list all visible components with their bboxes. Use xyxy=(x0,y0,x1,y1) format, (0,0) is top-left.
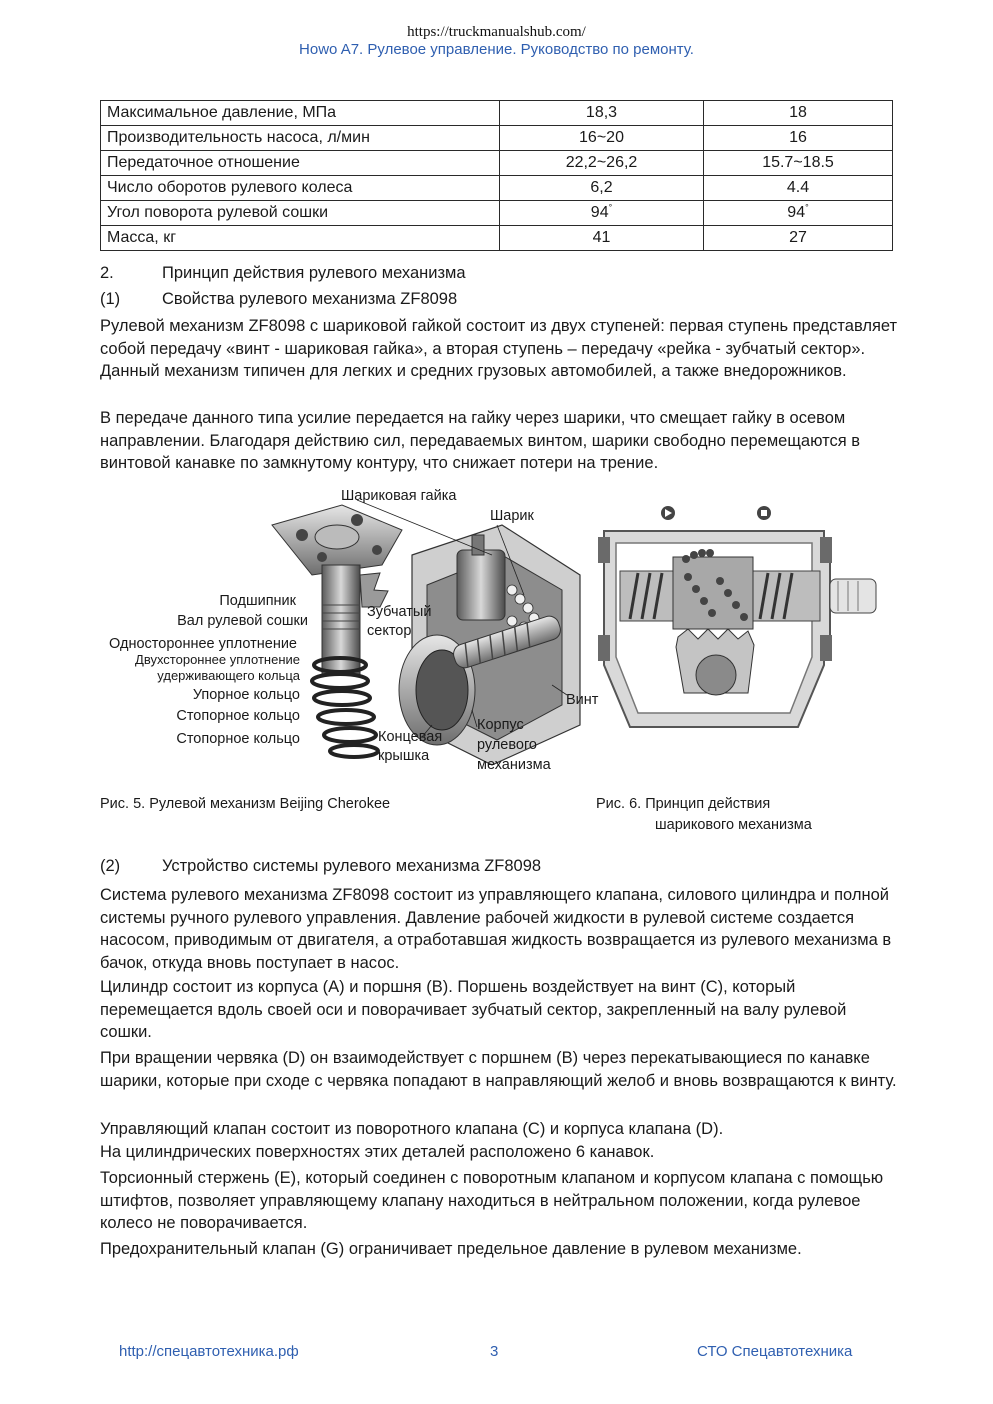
heading-title: Принцип действия рулевого механизма xyxy=(162,264,466,282)
table-cell-param: Число оборотов рулевого колеса xyxy=(101,176,500,201)
heading-title: Свойства рулевого механизма ZF8098 xyxy=(162,290,458,308)
paragraph-line: Управляющий клапан состоит из поворотного клапана (C) и корпуса клапана (D). xyxy=(100,1120,724,1138)
table-cell-param: Передаточное отношение xyxy=(101,151,500,176)
paragraph: Цилиндр состоит из корпуса (A) и поршня (B). Поршень воздействует на винт (C), который перемещается вдоль своей оси и поворачивает зубчатый сектор, закрепленный на валу рулевой сошки. xyxy=(100,978,847,1041)
table-cell-value: 18 xyxy=(704,101,893,126)
label-double-seal: Двухстороннее уплотнение xyxy=(135,652,300,667)
table-cell-value: 27 xyxy=(704,226,893,251)
paragraph: Торсионный стержень (E), который соединен с поворотным клапаном и корпусом клапана с помощью штифтов, позволяет управляющему клапану находиться в нейтральном положении, когда рулевое колесо не поворачивается. xyxy=(100,1169,884,1232)
table-cell-value: 18,3 xyxy=(500,101,704,126)
label-housing: Корпус xyxy=(477,717,524,733)
table-cell-value: 4.4 xyxy=(704,176,893,201)
document-title: Howo A7. Рулевое управление. Руководство по ремонту. xyxy=(299,41,694,58)
subsection-heading xyxy=(100,287,900,311)
figure-6-caption-cont: шарикового механизма xyxy=(655,817,812,833)
table-cell-param: Масса, кг xyxy=(101,226,500,251)
label-ball: Шарик xyxy=(490,508,534,524)
table-row xyxy=(101,201,893,226)
heading-number: (2) xyxy=(100,857,121,875)
label-end-cap: Концевая xyxy=(378,729,443,745)
label-double-seal-cont: удерживающего кольца xyxy=(157,668,300,683)
table-cell-value: 94° xyxy=(704,201,893,226)
paragraph: Система рулевого механизма ZF8098 состоит из управляющего клапана, силового цилиндра и полной системы ручного рулевого управления. Давление рабочей жидкости в рулевой системе создается насосом, приводимым от двигателя, а отработавшая жидкость возвращается из рулевого механизма в бачок, откуда вновь поступает в насос. xyxy=(100,886,892,972)
label-toothed-sector: Зубчатый xyxy=(367,604,432,620)
label-ball-nut: Шариковая гайка xyxy=(341,488,457,504)
label-single-seal: Одностороннее уплотнение xyxy=(109,636,297,652)
label-retaining-ring: Стопорное кольцо xyxy=(176,708,300,724)
table-row xyxy=(101,126,893,151)
label-toothed-sector-cont: сектор xyxy=(367,623,412,639)
label-housing-cont: рулевого xyxy=(477,737,537,753)
paragraph-line: На цилиндрических поверхностях этих деталей расположено 6 канавок. xyxy=(100,1142,655,1161)
table-row xyxy=(101,101,893,126)
table-cell-value: 16 xyxy=(704,126,893,151)
figure-6-caption: Рис. 6. Принцип действия xyxy=(596,796,771,812)
label-pitman-shaft: Вал рулевой сошки xyxy=(177,613,308,629)
paragraph xyxy=(100,1118,900,1163)
footer-company: СТО Спецавтотехника xyxy=(697,1343,853,1360)
table-cell-value: 6,2 xyxy=(500,176,704,201)
label-thrust-ring: Упорное кольцо xyxy=(192,687,300,703)
page-number: 3 xyxy=(490,1343,499,1360)
table-cell-param: Угол поворота рулевой сошки xyxy=(101,201,500,226)
label-retaining-ring: Стопорное кольцо xyxy=(176,731,300,747)
table-row xyxy=(101,176,893,201)
table-cell-param: Максимальное давление, МПа xyxy=(101,101,500,126)
table-cell-param: Производительность насоса, л/мин xyxy=(101,126,500,151)
paragraph: Рулевой механизм ZF8098 с шариковой гайкой состоит из двух ступеней: первая ступень представляет собой передачу «винт - шариковая гайка», а вторая ступень – передачу «рейка - зубчатый сектор». Данный механизм типичен для легких и средних грузовых автомобилей, а также внедорожников. xyxy=(100,317,898,380)
specs-table xyxy=(100,100,893,251)
footer-website-link[interactable]: http://спецавтотехника.рф xyxy=(119,1343,299,1360)
table-row xyxy=(101,226,893,251)
subsection-heading xyxy=(100,854,900,878)
heading-title: Устройство системы рулевого механизма ZF8098 xyxy=(162,857,542,875)
source-url[interactable]: https://truckmanualshub.com/ xyxy=(407,24,586,40)
heading-number: 2. xyxy=(100,264,114,282)
table-cell-value: 15.7~18.5 xyxy=(704,151,893,176)
figure-5-caption: Рис. 5. Рулевой механизм Beijing Cherokee xyxy=(100,796,391,812)
table-cell-value: 94° xyxy=(500,201,704,226)
paragraph: При вращении червяка (D) он взаимодействует с поршнем (B) через перекатывающиеся по канавке шарики, которые при сходе с червяка попадают в направляющий желоб и вновь возвращаются к винту. xyxy=(100,1049,897,1090)
paragraph: Предохранительный клапан (G) ограничивает предельное давление в рулевом механизме. xyxy=(100,1240,802,1258)
label-end-cap-cont: крышка xyxy=(378,748,430,764)
label-housing-cont: механизма xyxy=(477,757,551,773)
label-bearing: Подшипник xyxy=(219,593,296,609)
table-cell-value: 16~20 xyxy=(500,126,704,151)
table-row xyxy=(101,151,893,176)
table-cell-value: 41 xyxy=(500,226,704,251)
paragraph: В передаче данного типа усилие передается на гайку через шарики, что смещает гайку в осевом направлении. Благодаря действию сил, передаваемых винтом, шарики свободно перемещаются в винтовой канавке по замкнутому контуру, что снижает потери на трение. xyxy=(100,409,861,472)
figure-6-illustration xyxy=(598,497,883,737)
label-screw: Винт xyxy=(566,692,599,708)
section-heading xyxy=(100,261,900,285)
heading-number: (1) xyxy=(100,290,121,308)
table-cell-value: 22,2~26,2 xyxy=(500,151,704,176)
